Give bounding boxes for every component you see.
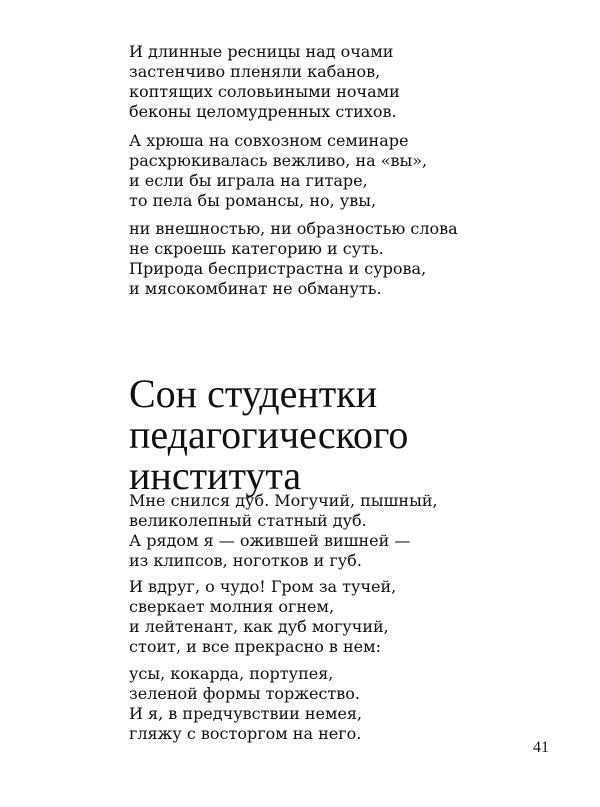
poem2-stanza-1 — [129, 491, 438, 571]
poem1-stanza-1 — [129, 42, 400, 122]
poem2-title-line: института — [129, 453, 302, 498]
poem-line: коптящих соловьиными ночами — [129, 82, 400, 101]
poem-line: усы, кокарда, портупея, — [129, 664, 334, 683]
poem-line: И длинные ресницы над очами — [129, 42, 394, 61]
poem-line: гляжу с восторгом на него. — [129, 724, 362, 743]
poem-line: А рядом я — ожившей вишней — — [129, 531, 411, 550]
poem1-stanza-3 — [129, 219, 458, 299]
poem-line: стоит, и все прекрасно в нем: — [129, 637, 381, 656]
poem-line: сверкает молния огнем, — [129, 597, 335, 616]
poem-line: великолепный статный дуб. — [129, 511, 367, 530]
poem-line: ни внешностью, ни образностью слова — [129, 219, 458, 238]
poem-line: Природа беспристрастна и сурова, — [129, 259, 427, 278]
poem-line: И я, в предчувствии немея, — [129, 704, 363, 723]
poem2-stanza-2 — [129, 577, 396, 657]
poem2-stanza-3 — [129, 664, 362, 744]
poem-line: застенчиво пленяли кабанов, — [129, 62, 381, 81]
poem-line: расхрюкивалась вежливо, на «вы», — [129, 151, 428, 170]
page-number: 41 — [533, 739, 549, 756]
poem-line: И вдруг, о чудо! Гром за тучей, — [129, 577, 397, 596]
poem-line: и мясокомбинат не обмануть. — [129, 279, 382, 298]
poem1-stanza-2 — [129, 131, 427, 211]
poem-line: из клипсов, ноготков и губ. — [129, 551, 362, 570]
poem2-title-line: педагогического — [129, 412, 409, 457]
poem-line: А хрюша на совхозном семинаре — [129, 131, 409, 150]
poem2-title-line: Сон студентки — [129, 371, 378, 416]
poem2-title — [129, 373, 408, 496]
poem-line: не скроешь категорию и суть. — [129, 239, 384, 258]
poem-line: беконы целомудренных стихов. — [129, 102, 397, 121]
poem-line: и если бы играла на гитаре, — [129, 171, 368, 190]
poem-line: зеленой формы торжество. — [129, 684, 360, 703]
poem-line: Мне снился дуб. Могучий, пышный, — [129, 491, 438, 510]
poem-line: то пела бы романсы, но, увы, — [129, 191, 377, 210]
poem-line: и лейтенант, как дуб могучий, — [129, 617, 389, 636]
